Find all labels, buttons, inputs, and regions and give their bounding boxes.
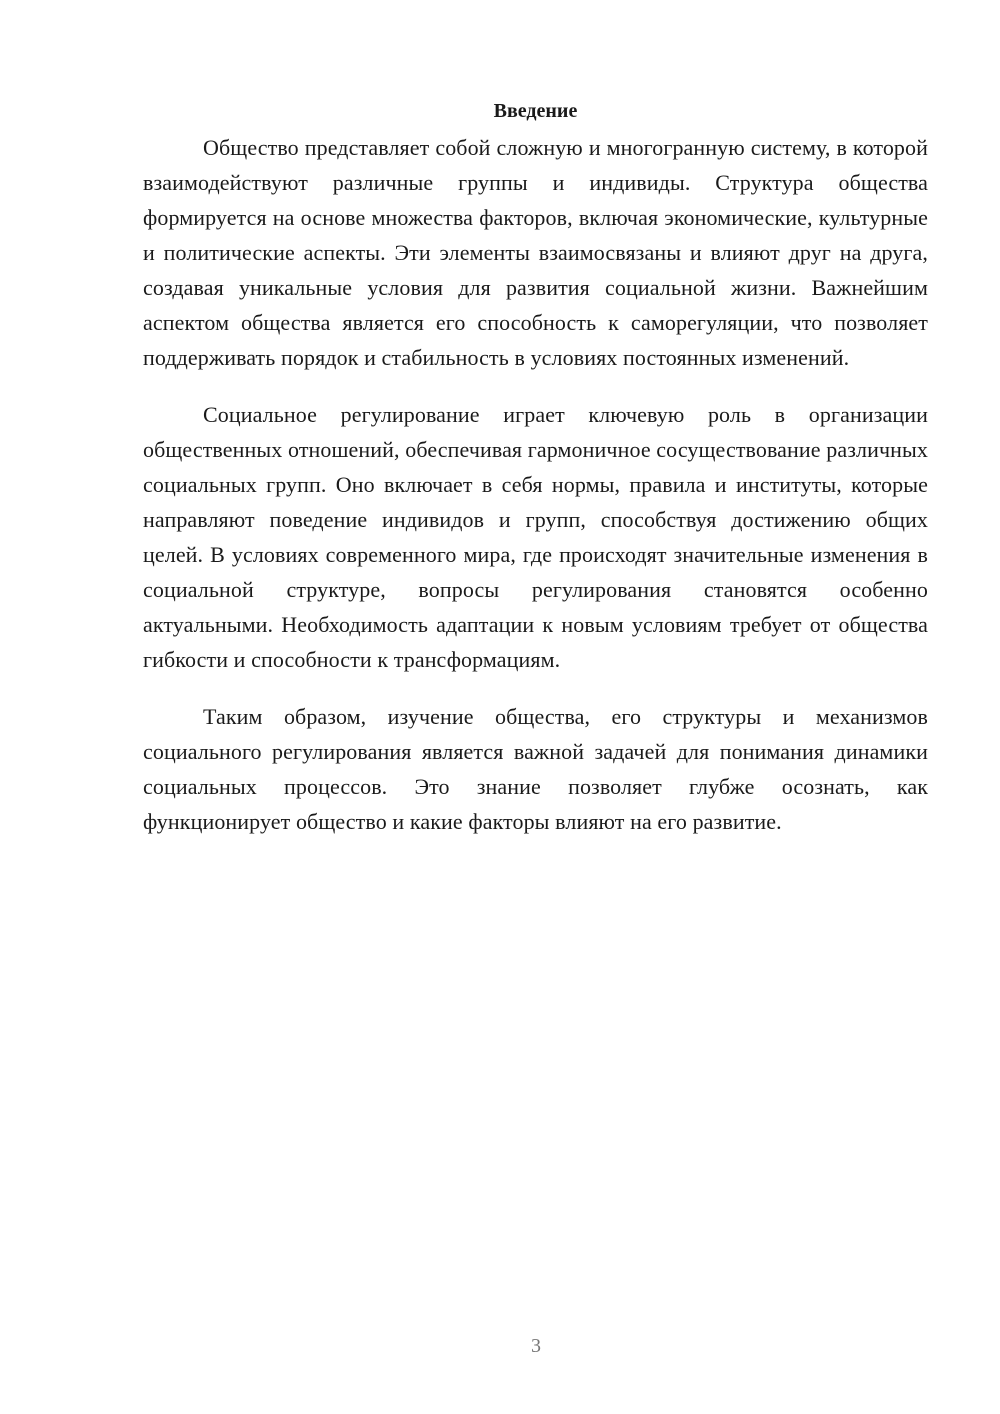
paragraph-3: Таким образом, изучение общества, его структуры и механизмов социального регулирования является важной задачей для понимания динамики социальных процессов. Это знание позволяет глубже осознать, как функционирует общество и какие факторы влияют на его развитие.	[143, 704, 928, 834]
page-content	[143, 96, 928, 861]
paragraph-2: Социальное регулирование играет ключевую роль в организации общественных отношений, обеспечивая гармоничное сосуществование различных социальных групп. Оно включает в себя нормы, правила и институты, которые направляют поведение индивидов и групп, способствуя достижению общих целей. В условиях современного мира, где происходят значительные изменения в социальной структуре, вопросы регулирования становятся особенно актуальными. Необходимость адаптации к новым условиям требует от общества гибкости и способности к трансформациям.	[143, 402, 928, 672]
page-number: 3	[531, 1335, 541, 1357]
paragraph-1: Общество представляет собой сложную и многогранную систему, в которой взаимодействуют различные группы и индивиды. Структура общества формируется на основе множества факторов, включая экономические, культурные и политические аспекты. Эти элементы взаимосвязаны и влияют друг на друга, создавая уникальные условия для развития социальной жизни. Важнейшим аспектом общества является его способность к саморегуляции, что позволяет поддерживать порядок и стабильность в условиях постоянных изменений.	[143, 135, 928, 370]
section-heading: Введение	[493, 100, 578, 122]
